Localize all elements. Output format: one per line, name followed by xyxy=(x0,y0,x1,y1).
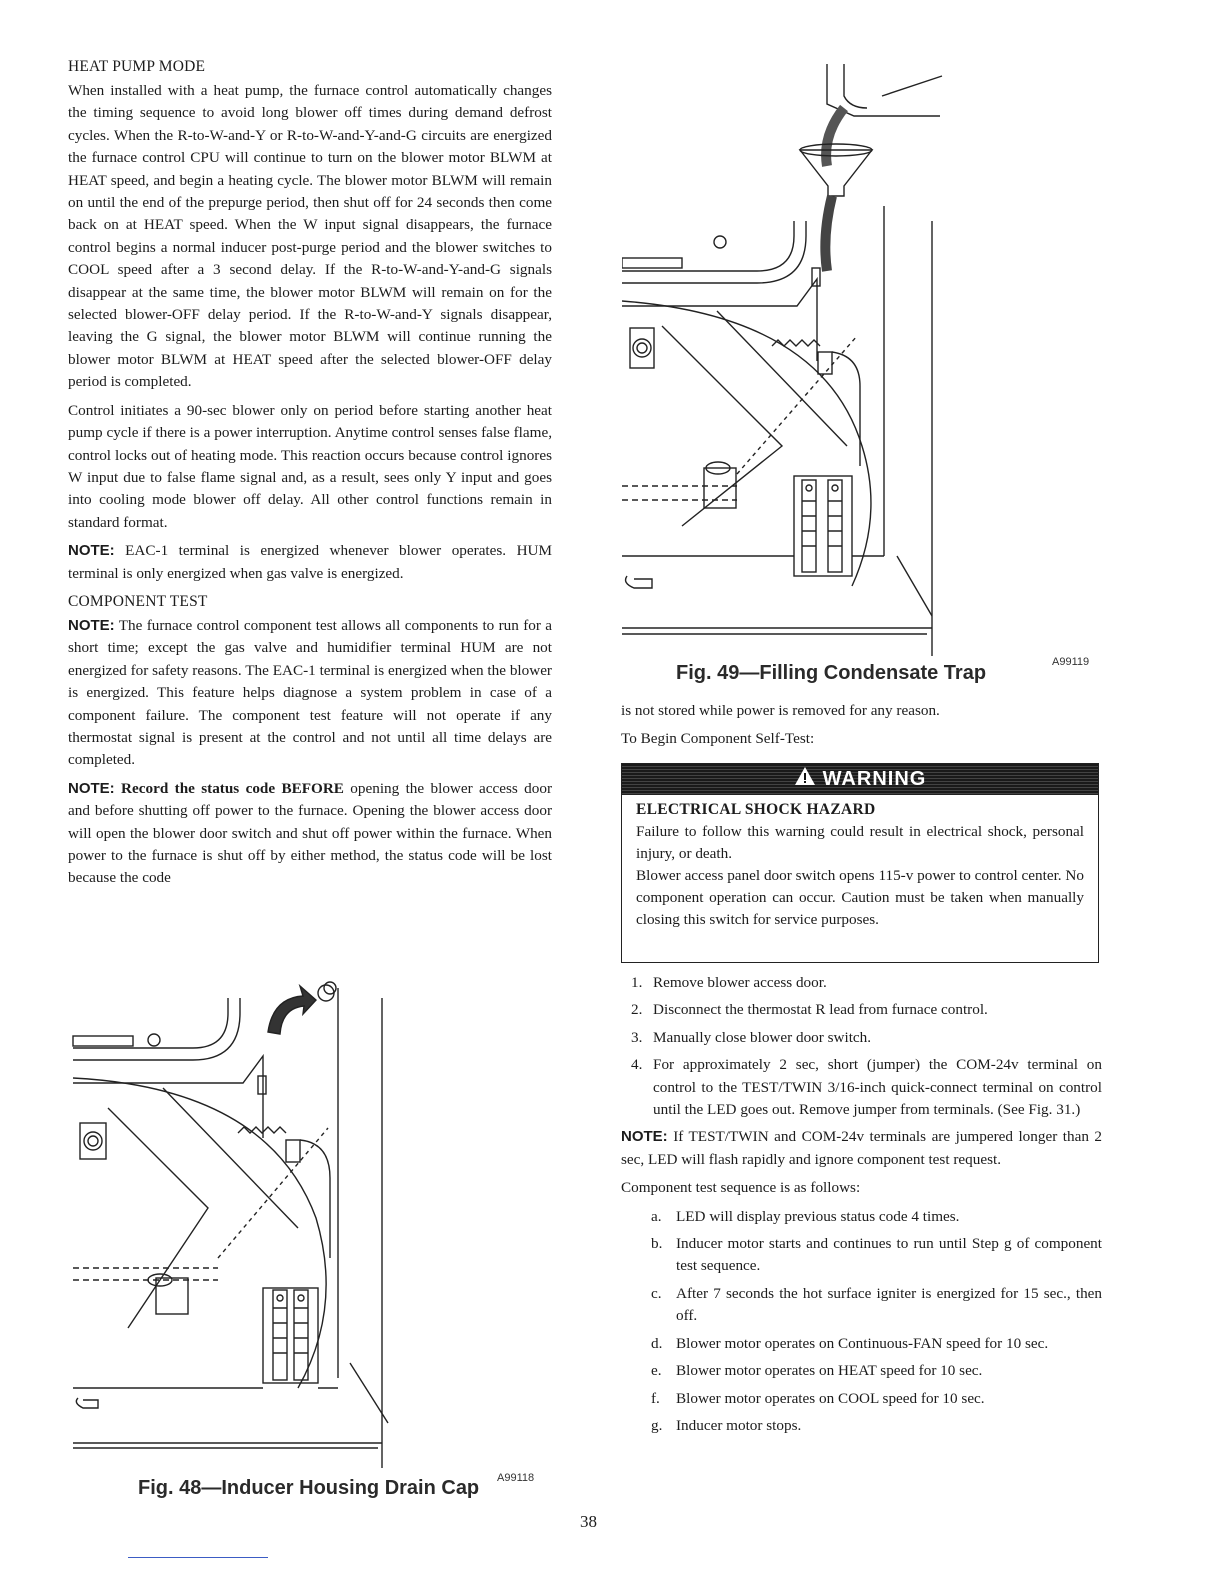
self-test-steps xyxy=(621,972,1102,1442)
list-item xyxy=(621,1333,1102,1355)
list-item xyxy=(621,1415,1102,1437)
list-item xyxy=(621,999,1102,1021)
sequence-text: LED will display previous status code 4 times. xyxy=(676,1207,960,1225)
note-label: NOTE: xyxy=(68,779,115,797)
sequence-marker: d. xyxy=(651,1334,663,1352)
hazard-heading: ELECTRICAL SHOCK HAZARD xyxy=(636,801,876,818)
warning-line-1: Failure to follow this warning could result in electrical shock, personal injury, or death. xyxy=(636,823,1084,862)
warning-body xyxy=(622,795,1098,935)
sequence-marker: e. xyxy=(651,1362,662,1380)
fig49-diagram xyxy=(622,56,962,656)
right-column-intro xyxy=(621,700,1102,757)
list-item xyxy=(621,1283,1102,1328)
note-label: NOTE: xyxy=(68,542,115,560)
warning-triangle-icon xyxy=(794,766,816,792)
sequence-intro: Component test sequence is as follows: xyxy=(621,1179,861,1197)
sequence-text: Inducer motor stops. xyxy=(676,1416,802,1434)
note-label: NOTE: xyxy=(68,616,115,634)
step-marker: 3. xyxy=(631,1028,643,1046)
sequence-list xyxy=(621,1206,1102,1438)
sequence-text: Blower motor operates on HEAT speed for 10 sec. xyxy=(676,1362,983,1380)
note-status-code xyxy=(68,778,552,890)
step-text: For approximately 2 sec, short (jumper) the COM-24v terminal on control to the TEST/TWIN 3/16-inch quick-connect terminal on control until the LED goes out. Remove jumper from terminals. (See Fig. 31.) xyxy=(653,1056,1102,1119)
sequence-text: After 7 seconds the hot surface igniter is energized for 15 sec., then off. xyxy=(676,1284,1102,1325)
sequence-marker: a. xyxy=(651,1207,662,1225)
list-item xyxy=(621,1388,1102,1410)
note-eac xyxy=(68,540,552,585)
fig48-diagram xyxy=(68,968,408,1468)
left-column xyxy=(68,56,552,896)
page-number: 38 xyxy=(580,1512,597,1531)
fig48-id: A99118 xyxy=(497,1472,535,1484)
note-jumper xyxy=(621,1126,1102,1171)
sequence-marker: g. xyxy=(651,1416,663,1434)
note-component-test xyxy=(68,615,552,772)
sequence-marker: b. xyxy=(651,1235,663,1253)
note-text: EAC-1 terminal is energized whenever blower operates. HUM terminal is only energized when gas valve is energized. xyxy=(68,542,553,582)
step-text: Disconnect the thermostat R lead from furnace control. xyxy=(653,1001,988,1019)
note-bold-text: Record the status code BEFORE xyxy=(121,779,344,797)
warning-title xyxy=(794,766,927,792)
step-marker: 2. xyxy=(631,1001,643,1019)
step-text: Manually close blower door switch. xyxy=(653,1028,872,1046)
warning-banner xyxy=(622,764,1098,795)
list-item xyxy=(621,972,1102,994)
step-marker: 1. xyxy=(631,974,643,991)
heat-pump-paragraph-2: Control initiates a 90-sec blower only on period before starting another heat pump cycle if there is a power interruption. Anytime control senses false flame, control locks out of heating mode. This reaction occurs because control ignores W input due to false flame signal and, as a result, sees only Y input and goes into cooling mode blower off delay. All other control functions remain in standard format. xyxy=(68,401,552,531)
list-item xyxy=(621,1233,1102,1278)
step-text: Remove blower access door. xyxy=(653,974,827,991)
warning-line-2: Blower access panel door switch opens 115-v power to control center. No component operation can occur. Caution must be taken when manually closing this switch for service purposes. xyxy=(636,867,1084,928)
note-text: The furnace control component test allows all components to run for a short time; except the gas valve and humidifier terminal HUM are not energized for safety reasons. The EAC-1 terminal is energized when the blower is energized. This feature helps diagnose a system problem in case of a component failure. The component test feature will not operate if any thermostat signal is present at the control and not until all time delays are completed. xyxy=(68,616,552,769)
list-item xyxy=(621,1360,1102,1382)
sequence-marker: f. xyxy=(651,1389,660,1407)
fig49-id: A99119 xyxy=(1052,656,1090,668)
sequence-text: Blower motor operates on Continuous-FAN speed for 10 sec. xyxy=(676,1334,1049,1352)
sequence-text: Blower motor operates on COOL speed for 10 sec. xyxy=(676,1389,985,1407)
note-text: opening the blower access door and before shutting off power to the furnace. Opening the blower access door will open the blower door switch and shut off power within the furnace. When power to the furnace is shut off by either method, the status code will be lost because the code xyxy=(68,779,553,887)
step-marker: 4. xyxy=(631,1056,643,1074)
list-item xyxy=(621,1206,1102,1228)
note-label: NOTE: xyxy=(621,1128,668,1146)
footer-rule xyxy=(128,1557,268,1558)
sequence-text: Inducer motor starts and continues to run until Step g of component test sequence. xyxy=(676,1235,1102,1275)
list-item xyxy=(621,1027,1102,1049)
begin-self-test-label: To Begin Component Self-Test: xyxy=(621,730,815,748)
warning-box xyxy=(621,763,1099,963)
fig49-caption: Fig. 49—Filling Condensate Trap xyxy=(676,662,987,684)
continuation-text: is not stored while power is removed for any reason. xyxy=(621,702,940,719)
list-item xyxy=(621,1054,1102,1121)
heat-pump-mode-heading: HEAT PUMP MODE xyxy=(68,58,206,75)
steps-list xyxy=(621,972,1102,1121)
fig48-caption: Fig. 48—Inducer Housing Drain Cap xyxy=(138,1477,480,1499)
component-test-heading: COMPONENT TEST xyxy=(68,592,208,610)
warning-title-text: WARNING xyxy=(822,767,927,790)
sequence-marker: c. xyxy=(651,1284,662,1302)
note-text: If TEST/TWIN and COM-24v terminals are jumpered longer than 2 sec, LED will flash rapidly and ignore component test request. xyxy=(621,1128,1103,1168)
heat-pump-paragraph-1: When installed with a heat pump, the furnace control automatically changes the timing sequence to avoid long blower off times during demand defrost cycles. When the R-to-W-and-Y or R-to-W-and-Y-and-G circuits are energized the furnace control CPU will continue to turn on the blower motor BLWM at HEAT speed, and begin a heating cycle. The blower motor BLWM will remain on until the end of the prepurge period, then shut off for 24 seconds then come back on at HEAT speed. When the W input signal disappears, the furnace control begins a normal inducer post-purge period and the blower switches to COOL speed after a 3 second delay. If the R-to-W-and-Y-and-G signals disappear at the same time, the blower motor BLWM will remain on for the selected blower-OFF delay period. If the R-to-W-and-Y signals disappear, leaving the G signal, the blower motor BLWM will continue running the blower motor BLWM at HEAT speed after the selected blower-OFF delay period is completed. xyxy=(68,82,552,391)
